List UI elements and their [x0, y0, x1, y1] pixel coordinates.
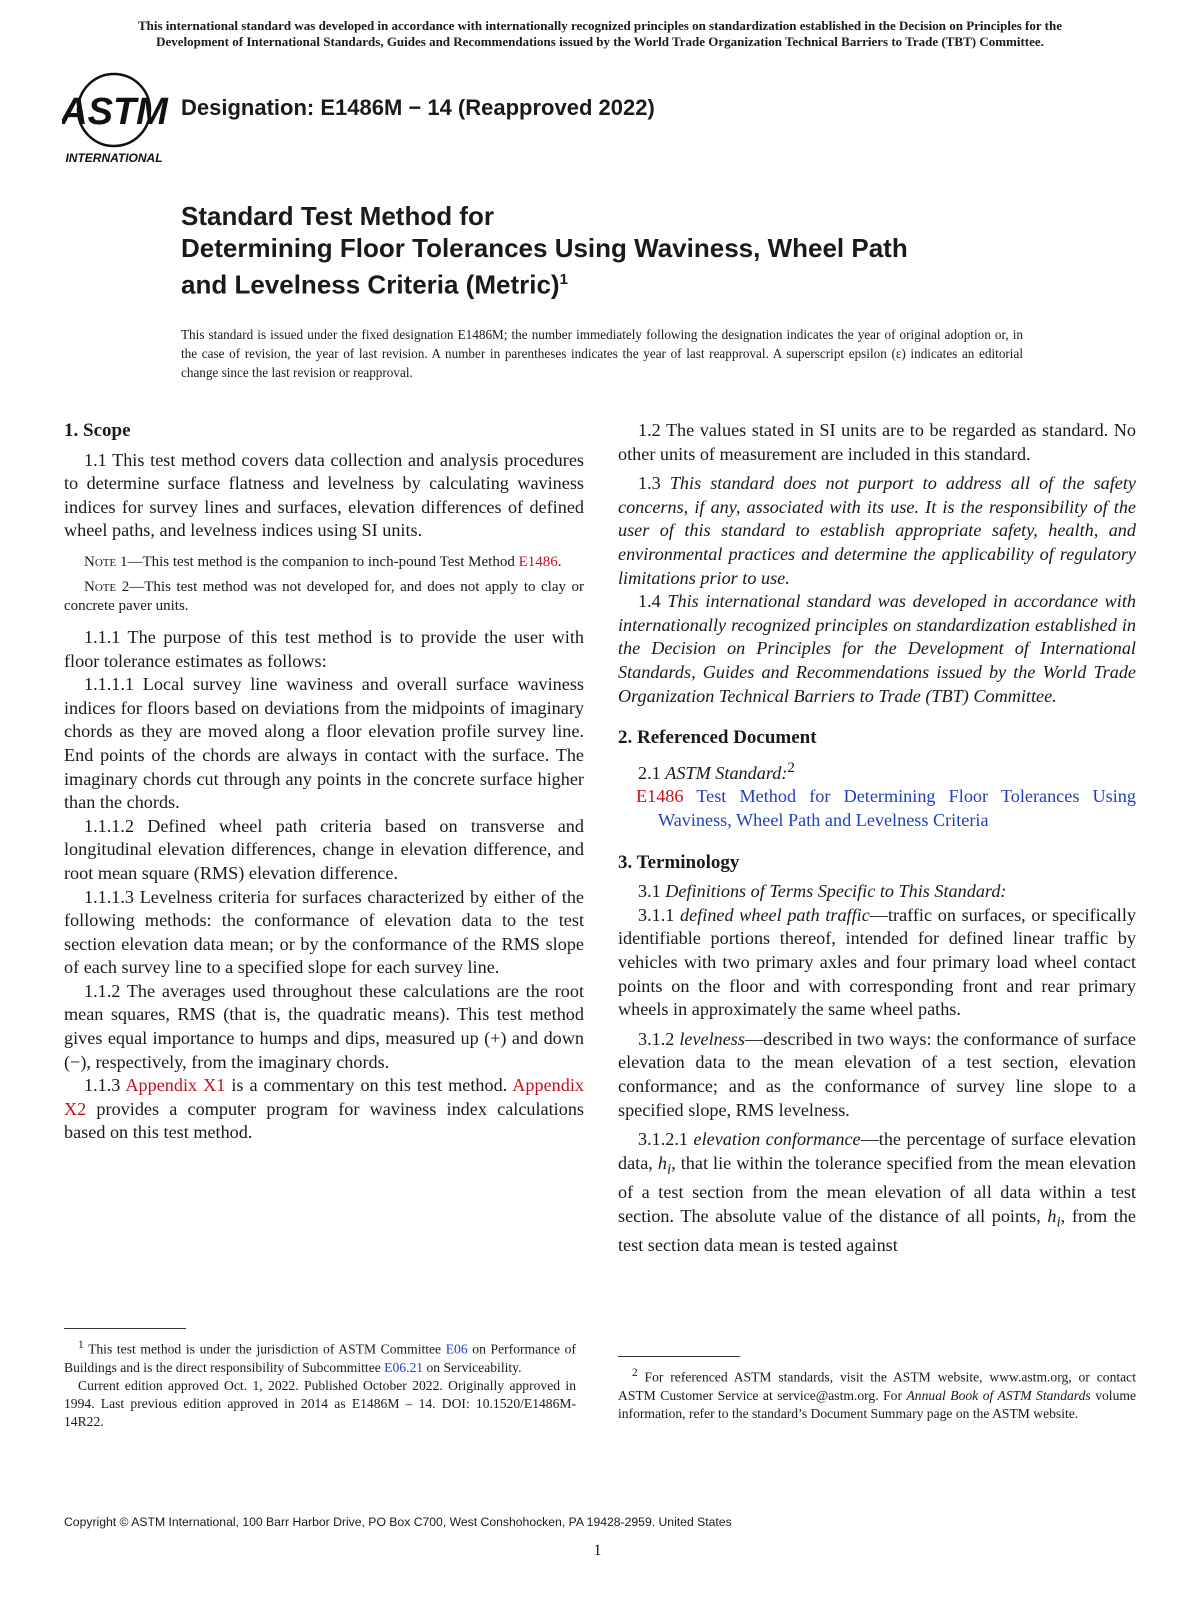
footnote-2-mark: 2: [632, 1367, 638, 1379]
title-footnote-ref[interactable]: 1: [559, 271, 568, 288]
link-subcommittee-e06-21[interactable]: E06.21: [384, 1359, 424, 1375]
note-2: [64, 578, 584, 616]
note-2-label: Note 2: [84, 578, 130, 595]
para-1-1-2: 1.1.2 The averages used throughout these calculations are the root mean squares, RMS (that is, the quadratic means). This test method gives equal importance to humps and dips, measured up (+) and down (−), respectively, from the imaginary chords.: [64, 980, 584, 1072]
para-3-1-1-text: —traffic on surfaces, or specifically identifiable portions thereof, intended for defined linear traffic by vehicles with two primary axles and four primary load wheel contact points on the floor and with corresponding front and rear primary wheels in approximately the same wheel paths.: [618, 904, 1136, 1020]
var-h-2: h: [1047, 1205, 1057, 1226]
para-1-4-num: 1.4: [638, 591, 668, 612]
top-notice-line2: Development of International Standards, Guides and Recommendations issued by the World Trade Organization Technical Barriers to Trade (TBT) Committee.: [156, 34, 1044, 49]
term-levelness: levelness: [679, 1028, 745, 1049]
link-appendix-x2[interactable]: Appendix X2: [64, 1075, 584, 1119]
note-1-text: —This test method is the companion to inch-pound Test Method: [127, 553, 519, 570]
note-1: [64, 553, 584, 572]
para-2-1-footnote-ref[interactable]: 2: [787, 758, 795, 776]
para-1-4: [618, 590, 1136, 708]
copyright: Copyright © ASTM International, 100 Barr Harbor Drive, PO Box C700, West Conshohocken, PA 19428-2959. United States: [64, 1515, 732, 1529]
para-2-1-text: ASTM Standard:: [665, 762, 788, 783]
para-3-1-2-1-text-c: , from the test section data mean is tested against: [618, 1205, 1137, 1255]
reference-code[interactable]: E1486: [636, 786, 684, 807]
para-2-1-num: 2.1: [638, 762, 666, 783]
note-2-text: —This test method was not developed for, and does not apply to clay or concrete paver units.: [64, 578, 584, 614]
para-1-1-1: 1.1.1 The purpose of this test method is to provide the user with floor tolerance estimates as follows:: [64, 626, 584, 671]
var-i: i: [666, 1160, 672, 1178]
page-number: 1: [593, 1542, 602, 1559]
footnote-1-text-a: This test method is under the jurisdiction of ASTM Committee: [83, 1341, 446, 1357]
para-1-1-3-text-a: is a commentary on this test method.: [225, 1075, 513, 1096]
note-1-end: .: [557, 553, 562, 570]
para-3-1-2: [618, 1028, 1136, 1122]
para-1-1: 1.1 This test method covers data collection and analysis procedures to determine surface flatness and levelness by calculating waviness indices for survey lines and surfaces, elevation differences of defined wheel paths, and levelness indices using SI units.: [64, 449, 584, 541]
footnote-2-annual-book: Annual Book of ASTM Standards: [906, 1387, 1091, 1403]
para-3-1-2-1-text-a: —the percentage of surface elevation data,: [618, 1129, 1136, 1173]
footnote-rule-right: [618, 1356, 740, 1357]
astm-logo: [62, 72, 174, 167]
footnote-1-text-c: on Serviceability.: [423, 1359, 522, 1375]
para-2-1: [618, 756, 1136, 786]
left-column: [64, 419, 584, 1145]
title-line1: Standard Test Method for: [181, 201, 494, 231]
footnote-rule-left: [64, 1328, 186, 1329]
para-1-1-3: [64, 1074, 584, 1145]
para-3-1: [618, 880, 1136, 904]
right-column: [618, 419, 1136, 1257]
section-referenced-heading: 2. Referenced Document: [618, 727, 817, 749]
footnote-1: [64, 1336, 576, 1431]
footnote-2-text-a: For referenced ASTM standards, visit the ASTM website, www.astm.org, or contact ASTM Customer Service at service@astm.org. For: [618, 1369, 1136, 1403]
link-appendix-x1[interactable]: Appendix X1: [125, 1075, 226, 1096]
title-line3: and Levelness Criteria (Metric): [181, 269, 560, 300]
issue-note: This standard is issued under the fixed designation E1486M; the number immediately following the designation indicates the year of original adoption or, in the case of revision, the year of last revision. A number in parentheses indicates the year of last reapproval. A superscript epsilon (ε) indicates an editorial change since the last revision or reapproval.: [181, 327, 1023, 380]
para-3-1-1: [618, 904, 1136, 1022]
reference-e1486[interactable]: [618, 785, 1136, 832]
para-1-1-1-2: 1.1.1.2 Defined wheel path criteria based on transverse and longitudinal elevation differences, change in elevation difference, and root mean square (RMS) elevation difference.: [64, 815, 584, 883]
var-h: h: [657, 1152, 667, 1173]
para-3-1-2-1-text-b: , that lie within the tolerance specified from the mean elevation of a test section from the mean elevation of all data within a test section. The absolute value of the distance of all points,: [618, 1152, 1137, 1226]
para-3-1-1-num: 3.1.1: [638, 904, 681, 925]
footnote-2-text-b: volume information, refer to the standard’s Document Summary page on the ASTM website.: [618, 1387, 1136, 1421]
document-title: [181, 200, 1081, 301]
footnote-1-mark: 1: [78, 1339, 84, 1351]
var-i-2: i: [1056, 1213, 1061, 1231]
para-1-3: [618, 472, 1136, 590]
designation: Designation: E1486M − 14 (Reapproved 2022): [181, 95, 655, 120]
para-1-3-text: This standard does not purport to address all of the safety concerns, if any, associated with its use. It is the responsibility of the user of this standard to establish appropriate safety, health, and environmental practices and determine the applicability of regulatory limitations prior to use.: [618, 473, 1137, 588]
para-1-1-1-3: 1.1.1.3 Levelness criteria for surfaces characterized by either of the following methods: the conformance of elevation data to the test section elevation data mean; or by the conformance of the RMS slope of each survey line to a specified slope for each survey line.: [64, 886, 584, 978]
reference-title[interactable]: Test Method for Determining Floor Tolerances Using Waviness, Wheel Path and Levelness Criteria: [658, 786, 1136, 830]
para-1-1-3-num: 1.1.3: [84, 1075, 126, 1096]
para-1-1-3-text-b: provides a computer program for waviness index calculations based on this test method.: [64, 1098, 584, 1143]
note-1-link-e1486[interactable]: E1486: [518, 553, 558, 570]
para-1-2: 1.2 The values stated in SI units are to be regarded as standard. No other units of measurement are included in this standard.: [618, 420, 1136, 464]
para-3-1-num: 3.1: [638, 881, 666, 902]
para-3-1-2-num: 3.1.2: [638, 1028, 680, 1049]
top-notice-line1: This international standard was developed in accordance with internationally recognized principles on standardization established in the Decision on Principles for the: [137, 18, 1062, 33]
footnote-2: [618, 1364, 1136, 1423]
logo-text: ASTM: [62, 91, 168, 133]
footnote-1-text-b: on Performance of Buildings and is the direct responsibility of Subcommittee: [64, 1341, 576, 1375]
para-3-1-text: Definitions of Terms Specific to This Standard:: [665, 881, 1007, 902]
link-committee-e06[interactable]: E06: [445, 1341, 468, 1357]
para-3-1-2-text: —described in two ways: the conformance of surface elevation data to the mean elevation of a test section, elevation conformance; and as the conformance of survey line slope to a specified slope, RMS levelness.: [618, 1028, 1137, 1120]
para-1-4-text: This international standard was developed in accordance with internationally recognized principles on standardization established in the Decision on Principles for the Development of International Standards, Guides and Recommendations issued by the World Trade Organization Technical Barriers to Trade (TBT) Committee.: [618, 591, 1137, 706]
section-scope-heading: 1. Scope: [64, 420, 131, 441]
term-elevation-conformance: elevation conformance: [693, 1129, 861, 1150]
para-1-1-1-1: 1.1.1.1 Local survey line waviness and overall surface waviness indices for floors based on deviations from the midpoints of imaginary chords as they are moved along a floor elevation profile survey line. End points of the chords are always in contact with the surface. The imaginary chords cut through any points in the concrete surface higher than the chords.: [64, 674, 584, 813]
section-terminology-heading: 3. Terminology: [618, 851, 740, 873]
term-defined-wheel-path-traffic: defined wheel path traffic: [680, 904, 870, 925]
para-1-3-num: 1.3: [638, 473, 670, 494]
para-3-1-2-1-num: 3.1.2.1: [638, 1129, 694, 1150]
footnote-1-edition: Current edition approved Oct. 1, 2022. Published October 2022. Originally approved in 1994. Last previous edition approved in 2014 as E1486M – 14. DOI: 10.1520/E1486M-14R22.: [64, 1377, 576, 1429]
para-3-1-2-1: [618, 1128, 1136, 1257]
top-notice: [60, 18, 1140, 50]
note-1-label: Note 1: [84, 553, 128, 570]
logo-sub: INTERNATIONAL: [65, 151, 163, 165]
title-line2: Determining Floor Tolerances Using Waviness, Wheel Path: [181, 233, 908, 263]
